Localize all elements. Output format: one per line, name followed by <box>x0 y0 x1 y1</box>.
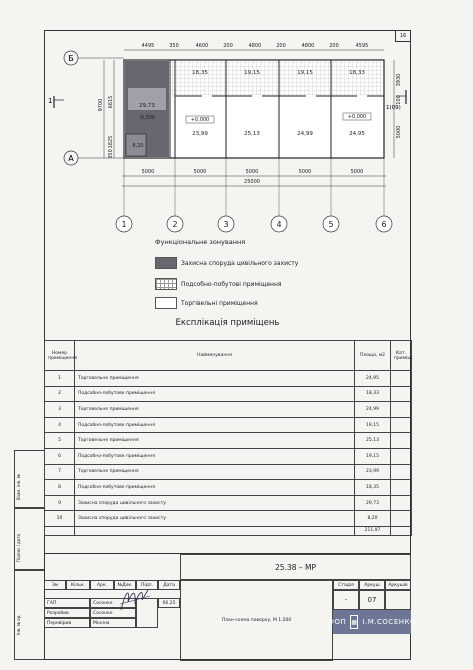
area-top-1: 18,35 <box>192 70 208 76</box>
dim-top-7: 4800 <box>301 43 315 49</box>
axis-2: 2 <box>172 220 178 229</box>
header-area: Площа, м2 <box>355 341 391 371</box>
side-label-2: Підпис і дата <box>16 534 21 562</box>
table-row <box>45 511 412 527</box>
axis-3: 3 <box>223 220 229 229</box>
rev-header-5: Підп. <box>136 580 158 590</box>
cell-area: 25,13 <box>355 433 391 449</box>
cell-name: Подсобно-побутове приміщення <box>75 448 355 464</box>
axis-a: А <box>68 154 74 163</box>
cell-area: 8,20 <box>355 511 391 527</box>
role-developer: Розробив <box>44 608 90 618</box>
side-label-3: Інв. № ор. <box>16 614 21 635</box>
dim-top-3: 4600 <box>195 43 209 49</box>
section-ref-right: 1(09) <box>386 105 401 111</box>
area-top-2: 19,15 <box>244 70 260 76</box>
cell-category <box>391 386 412 402</box>
floor-plan <box>44 30 411 240</box>
name-gap: Сосенко <box>90 598 136 608</box>
axis-b: Б <box>68 54 74 63</box>
area-shelter: 29,73 <box>139 103 155 109</box>
cell-num: 3 <box>45 402 75 418</box>
cell-name: Торговельне приміщення <box>75 433 355 449</box>
cell-num: 5 <box>45 433 75 449</box>
cell-name: Подсобно-побутове приміщення <box>75 386 355 402</box>
legend-label: Подсобно-побутові приміщення <box>181 280 282 288</box>
cell-name: Захисна споруда цивільного захисту <box>75 495 355 511</box>
level-1: +0,000 <box>190 117 210 123</box>
area-bot-2: 25,13 <box>244 131 260 137</box>
table-row <box>45 495 412 511</box>
cell-name: Подсобно-побутове приміщення <box>75 417 355 433</box>
legend-swatch-shelter <box>155 257 177 269</box>
legend-item-utility <box>155 277 282 291</box>
cell-num: 7 <box>45 464 75 480</box>
dim-top-4: 200 <box>223 43 233 49</box>
cell-num: 10 <box>45 511 75 527</box>
table-row <box>45 371 412 387</box>
role-gap: ГАП <box>44 598 90 608</box>
axis-4: 4 <box>276 220 282 229</box>
cell-area: 24,99 <box>355 402 391 418</box>
sign-date: 06.25 <box>158 598 180 608</box>
logo-mark-icon: ▦ <box>350 615 358 629</box>
doc-code: 25.38 – МР <box>180 554 411 580</box>
level-2: +0,000 <box>347 114 367 120</box>
explication-table <box>44 340 412 536</box>
area-bot-3: 24,99 <box>297 131 313 137</box>
dim-left-4: 350 <box>108 149 114 159</box>
legend-label: Торгівельні приміщення <box>181 299 258 307</box>
role-checker: Перевірив <box>44 618 90 628</box>
legend-item-trade <box>155 296 258 310</box>
rev-header-3: Арк. <box>90 580 114 590</box>
header-number: Номер приміщення <box>45 341 75 371</box>
rev-header-6: Дата <box>158 580 180 590</box>
table-row <box>45 417 412 433</box>
sheets-header: Аркушів <box>385 580 411 590</box>
logo-right-text: І.М.СОСЕНКО <box>362 618 416 626</box>
table-row <box>45 480 412 496</box>
table-row <box>45 433 412 449</box>
cell-num: 4 <box>45 417 75 433</box>
dim-bot-1: 5000 <box>141 169 155 175</box>
cell-area: 29,73 <box>355 495 391 511</box>
cell-category <box>391 417 412 433</box>
cell-name: Торговельне приміщення <box>75 371 355 387</box>
dim-left-3: 1825 <box>108 135 114 149</box>
logo-left-text: ФОП <box>328 618 347 626</box>
dim-bot-3: 5000 <box>245 169 259 175</box>
header-name: Найменування <box>75 341 355 371</box>
cell-category <box>391 433 412 449</box>
cell-category <box>391 371 412 387</box>
cell-category <box>391 495 412 511</box>
legend-swatch-utility <box>155 278 177 290</box>
sheet-header: Аркуш <box>359 580 385 590</box>
cell-num: 6 <box>45 448 75 464</box>
cell-num: 2 <box>45 386 75 402</box>
rev-header-1: Зм <box>44 580 66 590</box>
dim-top-1: 4495 <box>141 43 155 49</box>
signature-icon <box>118 584 152 614</box>
cell-num: 8 <box>45 480 75 496</box>
dim-top-9: 4595 <box>355 43 369 49</box>
cell-name: Подсобно-побутове приміщення <box>75 480 355 496</box>
cell-category <box>391 464 412 480</box>
cell-category <box>391 480 412 496</box>
sheet-value: 07 <box>359 590 385 610</box>
dim-top-2: 350 <box>169 43 179 49</box>
cell-name: Торговельне приміщення <box>75 402 355 418</box>
explication-title: Експлікація приміщень <box>175 318 280 328</box>
dim-total: 25000 <box>244 179 260 185</box>
legend-label: Захисна споруда цивільного захисту <box>181 259 299 267</box>
dim-left-2: 9700 <box>98 98 104 112</box>
shelter-level: -0,300 <box>138 115 156 121</box>
sheets-value <box>385 590 411 610</box>
cell-area: 23,99 <box>355 464 391 480</box>
cell-num: 9 <box>45 495 75 511</box>
total-row <box>45 526 412 535</box>
sheet-number: 16 <box>395 31 410 42</box>
cell-num: 1 <box>45 371 75 387</box>
name-checker: Моніна <box>90 618 136 628</box>
area-bot-4: 24,95 <box>349 131 365 137</box>
cell-area: 19,15 <box>355 417 391 433</box>
dim-top-8: 200 <box>329 43 339 49</box>
area-bot-1: 23,99 <box>192 131 208 137</box>
cell-name: Захисна споруда цивільного захисту <box>75 511 355 527</box>
table-row <box>45 386 412 402</box>
stage-header: Стадія <box>333 580 359 590</box>
section-mark-left: 1 <box>48 97 53 105</box>
cell-category <box>391 448 412 464</box>
dim-bot-5: 5000 <box>350 169 364 175</box>
dim-bot-4: 5000 <box>298 169 312 175</box>
table-row <box>45 448 412 464</box>
cell-area: 19,15 <box>355 448 391 464</box>
cell-area: 24,95 <box>355 371 391 387</box>
axis-5: 5 <box>328 220 334 229</box>
axis-1: 1 <box>121 220 127 229</box>
cell-empty <box>45 526 75 535</box>
table-row <box>45 402 412 418</box>
dim-right-1: 3930 <box>396 73 402 87</box>
dim-right-2: 100 <box>396 95 402 105</box>
area-top-4: 18,33 <box>349 70 365 76</box>
legend-swatch-trade <box>155 297 177 309</box>
table-row <box>45 464 412 480</box>
company-logo <box>328 610 416 634</box>
axis-6: 6 <box>381 220 387 229</box>
area-small: 8,20 <box>132 143 144 149</box>
area-top-3: 19,15 <box>297 70 313 76</box>
cell-area: 18,35 <box>355 480 391 496</box>
dim-right-3: 5000 <box>396 125 402 139</box>
cell-name: Торговельне приміщення <box>75 464 355 480</box>
cell-empty <box>391 526 412 535</box>
title-block <box>44 553 416 661</box>
dim-top-6: 200 <box>276 43 286 49</box>
dim-left-1: 6615 <box>108 95 114 109</box>
legend-item-shelter <box>155 256 298 270</box>
name-developer: Сосенко <box>90 608 136 618</box>
rev-header-2: Кільк. <box>66 580 90 590</box>
dim-bot-2: 5000 <box>193 169 207 175</box>
side-label-1: Взам. інв. № <box>16 474 21 500</box>
cell-empty <box>75 526 355 535</box>
legend-title: Функціональне зонування <box>155 238 246 246</box>
cell-category <box>391 511 412 527</box>
rev-header-4: №Док. <box>114 580 136 590</box>
dim-top-5: 4800 <box>248 43 262 49</box>
cell-category <box>391 402 412 418</box>
header-category: Кат. приміщ. <box>391 341 412 371</box>
doc-title: План-схема поверху, М 1:200 <box>180 580 333 661</box>
cell-area: 18,33 <box>355 386 391 402</box>
stage-value: - <box>333 590 359 610</box>
total-area: 211,97 <box>355 526 391 535</box>
